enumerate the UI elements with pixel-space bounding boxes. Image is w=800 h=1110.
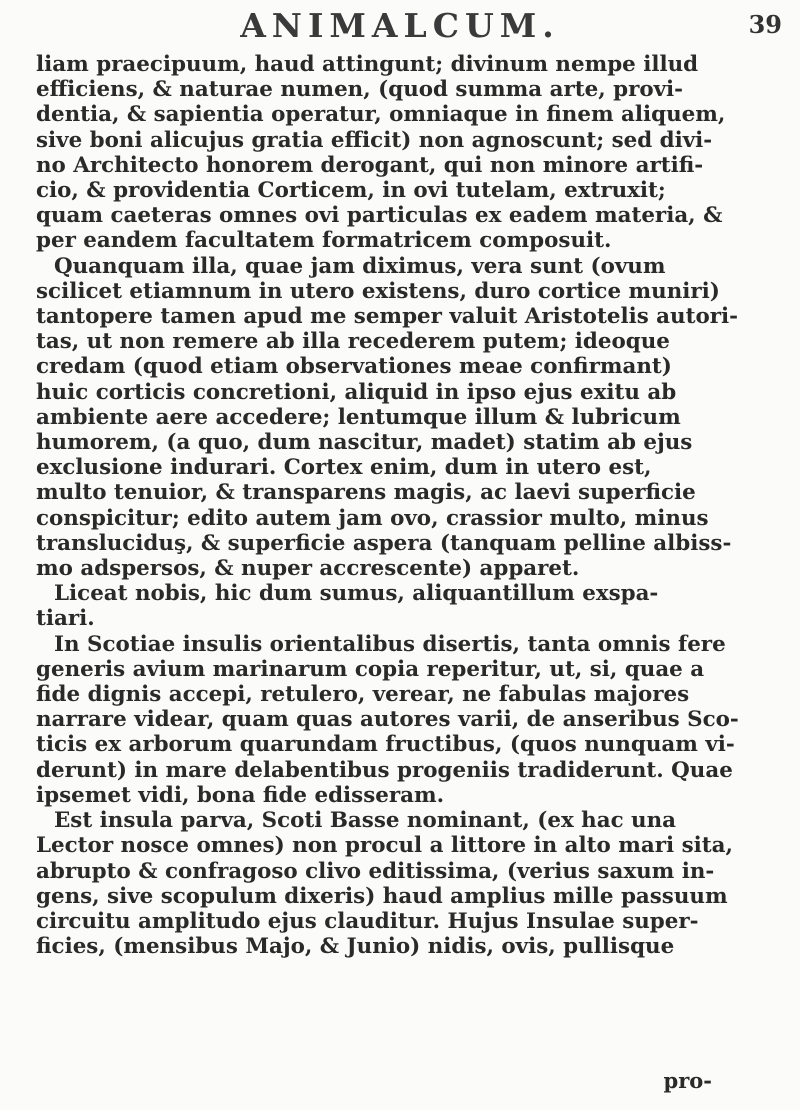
text-line: ipsemet vidi, bona fide edisseram. — [36, 782, 445, 808]
text-line: tas, ut non remere ab illa recederem putem; ideoque — [36, 329, 670, 355]
text-line: sive boni alicujus gratia efficit) non agnoscunt; sed divi- — [36, 127, 713, 153]
text-line: transluciduş, & superficie aspera (tanquam pelline albiss- — [36, 530, 732, 556]
catchword: pro- — [663, 1068, 712, 1093]
text-line: credam (quod etiam observationes meae confirmant) — [36, 354, 672, 380]
text-line: conspicitur; edito autem jam ovo, crassior multo, minus — [36, 505, 709, 531]
text-line: tiari. — [36, 606, 95, 632]
text-line: exclusione indurari. Cortex enim, dum in utero est, — [36, 455, 652, 481]
text-line: no Architecto honorem derogant, qui non minore artifi- — [36, 152, 704, 178]
paragraph-start: Est insula parva, Scoti Basse nominant, (ex hac una — [54, 808, 677, 834]
text-line: narrare videar, quam quas autores varii, de anseribus Sco- — [36, 707, 739, 733]
text-line: generis avium marinarum copia reperitur, ut, si, quae a — [36, 656, 705, 682]
text-line: huic corticis concretioni, aliquid in ipso ejus exitu ab — [36, 379, 677, 405]
text-line: tantopere tamen apud me semper valuit Aristotelis autori- — [36, 304, 739, 330]
text-line: dentia, & sapientia operatur, omniaque in finem aliquem, — [36, 102, 726, 128]
text-line: efficiens, & naturae numen, (quod summa arte, provi- — [36, 77, 684, 103]
body-text — [36, 52, 771, 959]
text-line: cio, & providentia Corticem, in ovi tutelam, extruxit; — [36, 178, 666, 204]
text-line: mo adspersos, & nuper accrescente) apparet. — [36, 556, 580, 582]
text-line: ticis ex arborum quarundam fructibus, (quos nunquam vi- — [36, 732, 735, 758]
text-line: Lector nosce omnes) non procul a littore in alto mari sita, — [36, 833, 733, 859]
text-line: ficies, (mensibus Majo, & Junio) nidis, ovis, pullisque — [36, 934, 675, 960]
text-line: per eandem facultatem formatricem composuit. — [36, 228, 612, 254]
text-line: ambiente aere accedere; lentumque illum & lubricum — [36, 404, 681, 430]
paragraph-start: In Scotiae insulis orientalibus disertis, tanta omnis fere — [54, 631, 726, 657]
text-line: multo tenuior, & transparens magis, ac laevi superficie — [36, 480, 696, 506]
page-number: 39 — [748, 10, 782, 39]
text-line: derunt) in mare delabentibus progeniis tradiderunt. Quae — [36, 757, 733, 783]
paragraph-start: Liceat nobis, hic dum sumus, aliquantillum exspa- — [54, 581, 659, 607]
text-line: gens, sive scopulum dixeris) haud amplius mille passuum — [36, 883, 728, 909]
paragraph-start: Quanquam illa, quae jam diximus, vera sunt (ovum — [54, 253, 666, 279]
text-line: quam caeteras omnes ovi particulas ex eadem materia, & — [36, 203, 723, 229]
text-line: circuitu amplitudo ejus clauditur. Hujus Insulae super- — [36, 908, 699, 934]
text-line: abrupto & confragoso clivo editissima, (verius saxum in- — [36, 858, 715, 884]
text-line: liam praecipuum, haud attingunt; divinum nempe illud — [36, 52, 699, 77]
running-head: ANIMALCUM. — [240, 6, 560, 45]
text-line: humorem, (a quo, dum nascitur, madet) statim ab ejus — [36, 430, 693, 456]
text-line: scilicet etiamnum in utero existens, duro cortice muniri) — [36, 278, 720, 304]
text-line: fide dignis accepi, retulero, verear, ne fabulas majores — [36, 682, 690, 708]
